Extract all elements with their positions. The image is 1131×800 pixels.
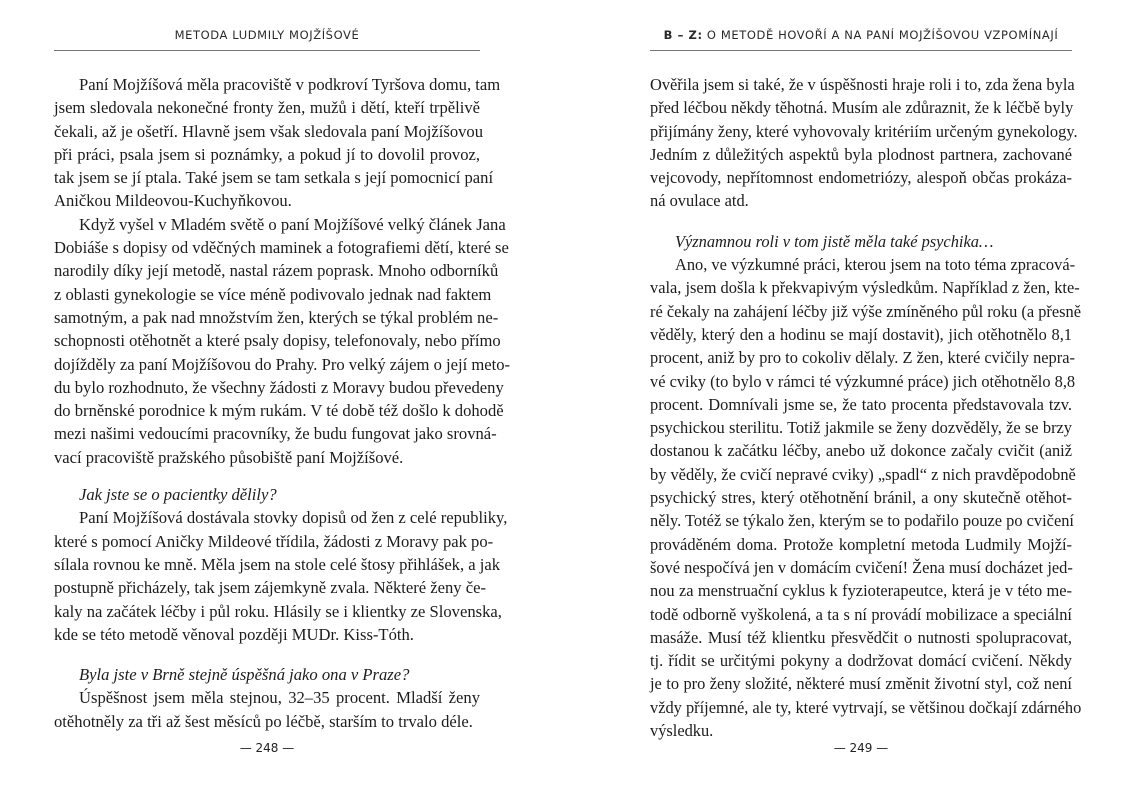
text-line: todě odborně vyškolená, a ta s ní provádí mobilizace a speciální [650,604,1072,624]
text-line: psychický stres, který otěhotnění bránil, a ony skutečně otěhot- [650,488,1072,508]
paragraph [650,73,1078,213]
text-line: nou za menstruační cyklus k fyzioterapeutce, která je v této me- [650,581,1072,601]
text-line: vejcovody, nepřítomnost endometriózy, alespoň občas prokáza- [650,168,1072,188]
text-line: vždy příjemné, ale ty, které vytrvají, se většinou dočkají zdárného [650,697,1082,717]
text-line: přijímány ženy, které vyhovovaly kritériím určeným gynekology. [650,121,1078,141]
text-line: Ano, ve výzkumné práci, kterou jsem na toto téma zpracová- [675,255,1076,275]
text-line: do brněnské porodnice k mým rukám. V té době též došlo k dohodě [54,401,504,421]
text-line: při práci, psala jsem si poznámky, a pokud jí to dovolil provoz, [54,144,480,164]
text-line: Když vyšel v Mladém světě o paní Mojžíšové velký článek Jana [79,214,506,234]
text-line: které s pomocí Aničky Mildeové třídila, žádosti z Moravy pak po- [54,531,494,551]
text-line: Ověřila jsem si také, že v úspěšnosti hraje roli i to, zda žena byla [650,75,1075,94]
header-rule-left [54,50,480,51]
left-page [54,0,511,800]
text-line: Dobiáše s dopisy od vděčných maminek a fotografiemi dětí, které se [54,238,509,258]
header-rule-right [650,50,1072,51]
text-line: tak jsem se jí ptala. Také jsem se tam setkala s její pomocnicí paní [54,168,494,188]
text-line: postupně přicházely, tak jsem zájemkyně zvala. Některé ženy če- [54,578,486,598]
text-line: procent. Domnívali jsme se, že tato procenta představovala tzv. [650,394,1072,414]
right-page [650,0,1082,800]
running-head-title: O METODĚ HOVOŘÍ A NA PANÍ MOJŽÍŠOVOU VZPOMÍNAJÍ [702,28,1059,42]
text-line: něly. Totéž se týkalo žen, kterým se to podařilo pouze po cvičení [650,511,1074,531]
text-line: vací pracoviště pražského působiště paní Mojžíšové. [54,447,404,467]
text-line: jsem sledovala nekonečné fronty žen, mužů i dětí, kteří trpělivě [54,98,480,118]
text-line: vé cviky (to bylo v rámci té výzkumné práce) jich otěhotnělo 8,8 [650,371,1076,391]
text-line: výsledku. [650,721,714,741]
interview-question [650,230,1072,253]
text-line: Paní Mojžíšová dostávala stovky dopisů od žen z celé republiky, [79,508,508,528]
text-line: by věděly, že cvičí nepravé cviky) „spadl“ z nich pravděpodobně [650,464,1076,484]
paragraph [54,506,508,646]
text-line: tj. řídit se určitými pokyny a dodržovat domácí cvičení. Někdy [650,651,1072,671]
question-text: Jak jste se o pacientky dělily? [79,485,277,505]
text-line: psychickou sterilitu. Totiž jakmile se ženy dozvěděly, že se brzy [650,418,1072,438]
text-line: dostanou k začátku léčby, anebo už dokonce začaly cvičit (aniž [650,441,1072,461]
question-text: Byla jste v Brně stejně úspěšná jako ona v Praze? [79,665,410,685]
text-line: věděly, který den a hodinu se mají dostavit), jich otěhotnělo 8,1 [650,324,1072,344]
question-text: Významnou roli v tom jistě měla také psychika… [675,231,994,251]
text-line: Paní Mojžíšová měla pracoviště v podkroví Tyršova domu, tam [79,75,501,94]
paragraph [54,686,480,733]
text-line: sílala rovnou ke mně. Měla jsem na stole celé štosy přihlášek, a jak [54,554,501,574]
text-line: dojížděly za paní Mojžíšovou do Prahy. Pro velký zájem o její meto- [54,354,511,374]
text-line: Aničkou Mildeovou-Kuchyňkovou. [54,191,292,211]
right-page-body [650,73,1082,742]
text-line: kaly na začátek léčby i půl roku. Hlásily se i klientky ze Slovenska, [54,601,502,621]
text-line: Jedním z důležitých aspektů byla plodnost partnera, zachované [650,144,1072,164]
text-line: šové nespočívá jen v domácím cvičení! Žena musí docházet jed- [650,557,1073,577]
interview-question [54,483,480,506]
text-line: procent, aniž by pro to cokoliv dělaly. Z žen, které cvičily nepra- [650,348,1075,368]
paragraph [54,213,511,469]
text-line: du bylo rozhodnuto, že všechny žádosti z Moravy budou převedeny [54,377,504,397]
running-head-left: METODA LUDMILY MOJŽÍŠOVÉ [174,28,360,42]
text-line: před léčbou někdy těhotná. Musím ale zdůraznit, že k léčbě byly [650,98,1074,118]
text-line: schopnosti otěhotnět a které psaly dopisy, telefonovaly, nebo přímo [54,331,501,351]
text-line: vala, jsem došla k překvapivým výsledkům. Například z žen, kte- [650,278,1080,298]
text-line: je to pro ženy složité, některé musí změnit životní styl, což není [650,674,1072,694]
text-line: samotným, a pak nad množstvím žen, kterých se týkal problém ne- [54,307,499,327]
text-line: ré čekaly na zahájení léčby již výše zmíněného půl roku (a přesně [650,301,1081,321]
text-line: z oblasti gynekologie se více méně podivovalo jednak nad faktem [54,284,492,304]
paragraph [650,253,1082,742]
text-line: otěhotněly za tři až šest měsíců po léčbě, starším to trvalo déle. [54,711,473,731]
text-line: čekali, až je ošetří. Hlavně jsem však sledovala paní Mojžíšovou [54,121,484,141]
running-head-right [650,28,1072,42]
interview-question [54,663,480,686]
left-page-body [54,73,511,733]
paragraph [54,73,501,213]
page-number-right: — 249 — [833,741,889,755]
text-line: prováděném doma. Protože kompletní metoda Ludmily Mojží- [650,534,1072,554]
text-line: narodily díky její metodě, nastal rázem poprask. Mnoho odborníků [54,261,499,281]
running-head-section-label: B – Z: [663,28,703,42]
page-number-left: — 248 — [239,741,295,755]
text-line: kde se této metodě věnoval později MUDr. Kiss-Tóth. [54,624,414,644]
text-line: masáže. Musí též klientku přesvědčit o nutnosti spolupracovat, [650,627,1072,647]
text-line: ná ovulace atd. [650,191,749,211]
text-line: Úspěšnost jsem měla stejnou, 32–35 procent. Mladší ženy [79,688,480,708]
text-line: mezi našimi vedoucími pracovníky, že budu fungovat jako srovná- [54,424,497,444]
